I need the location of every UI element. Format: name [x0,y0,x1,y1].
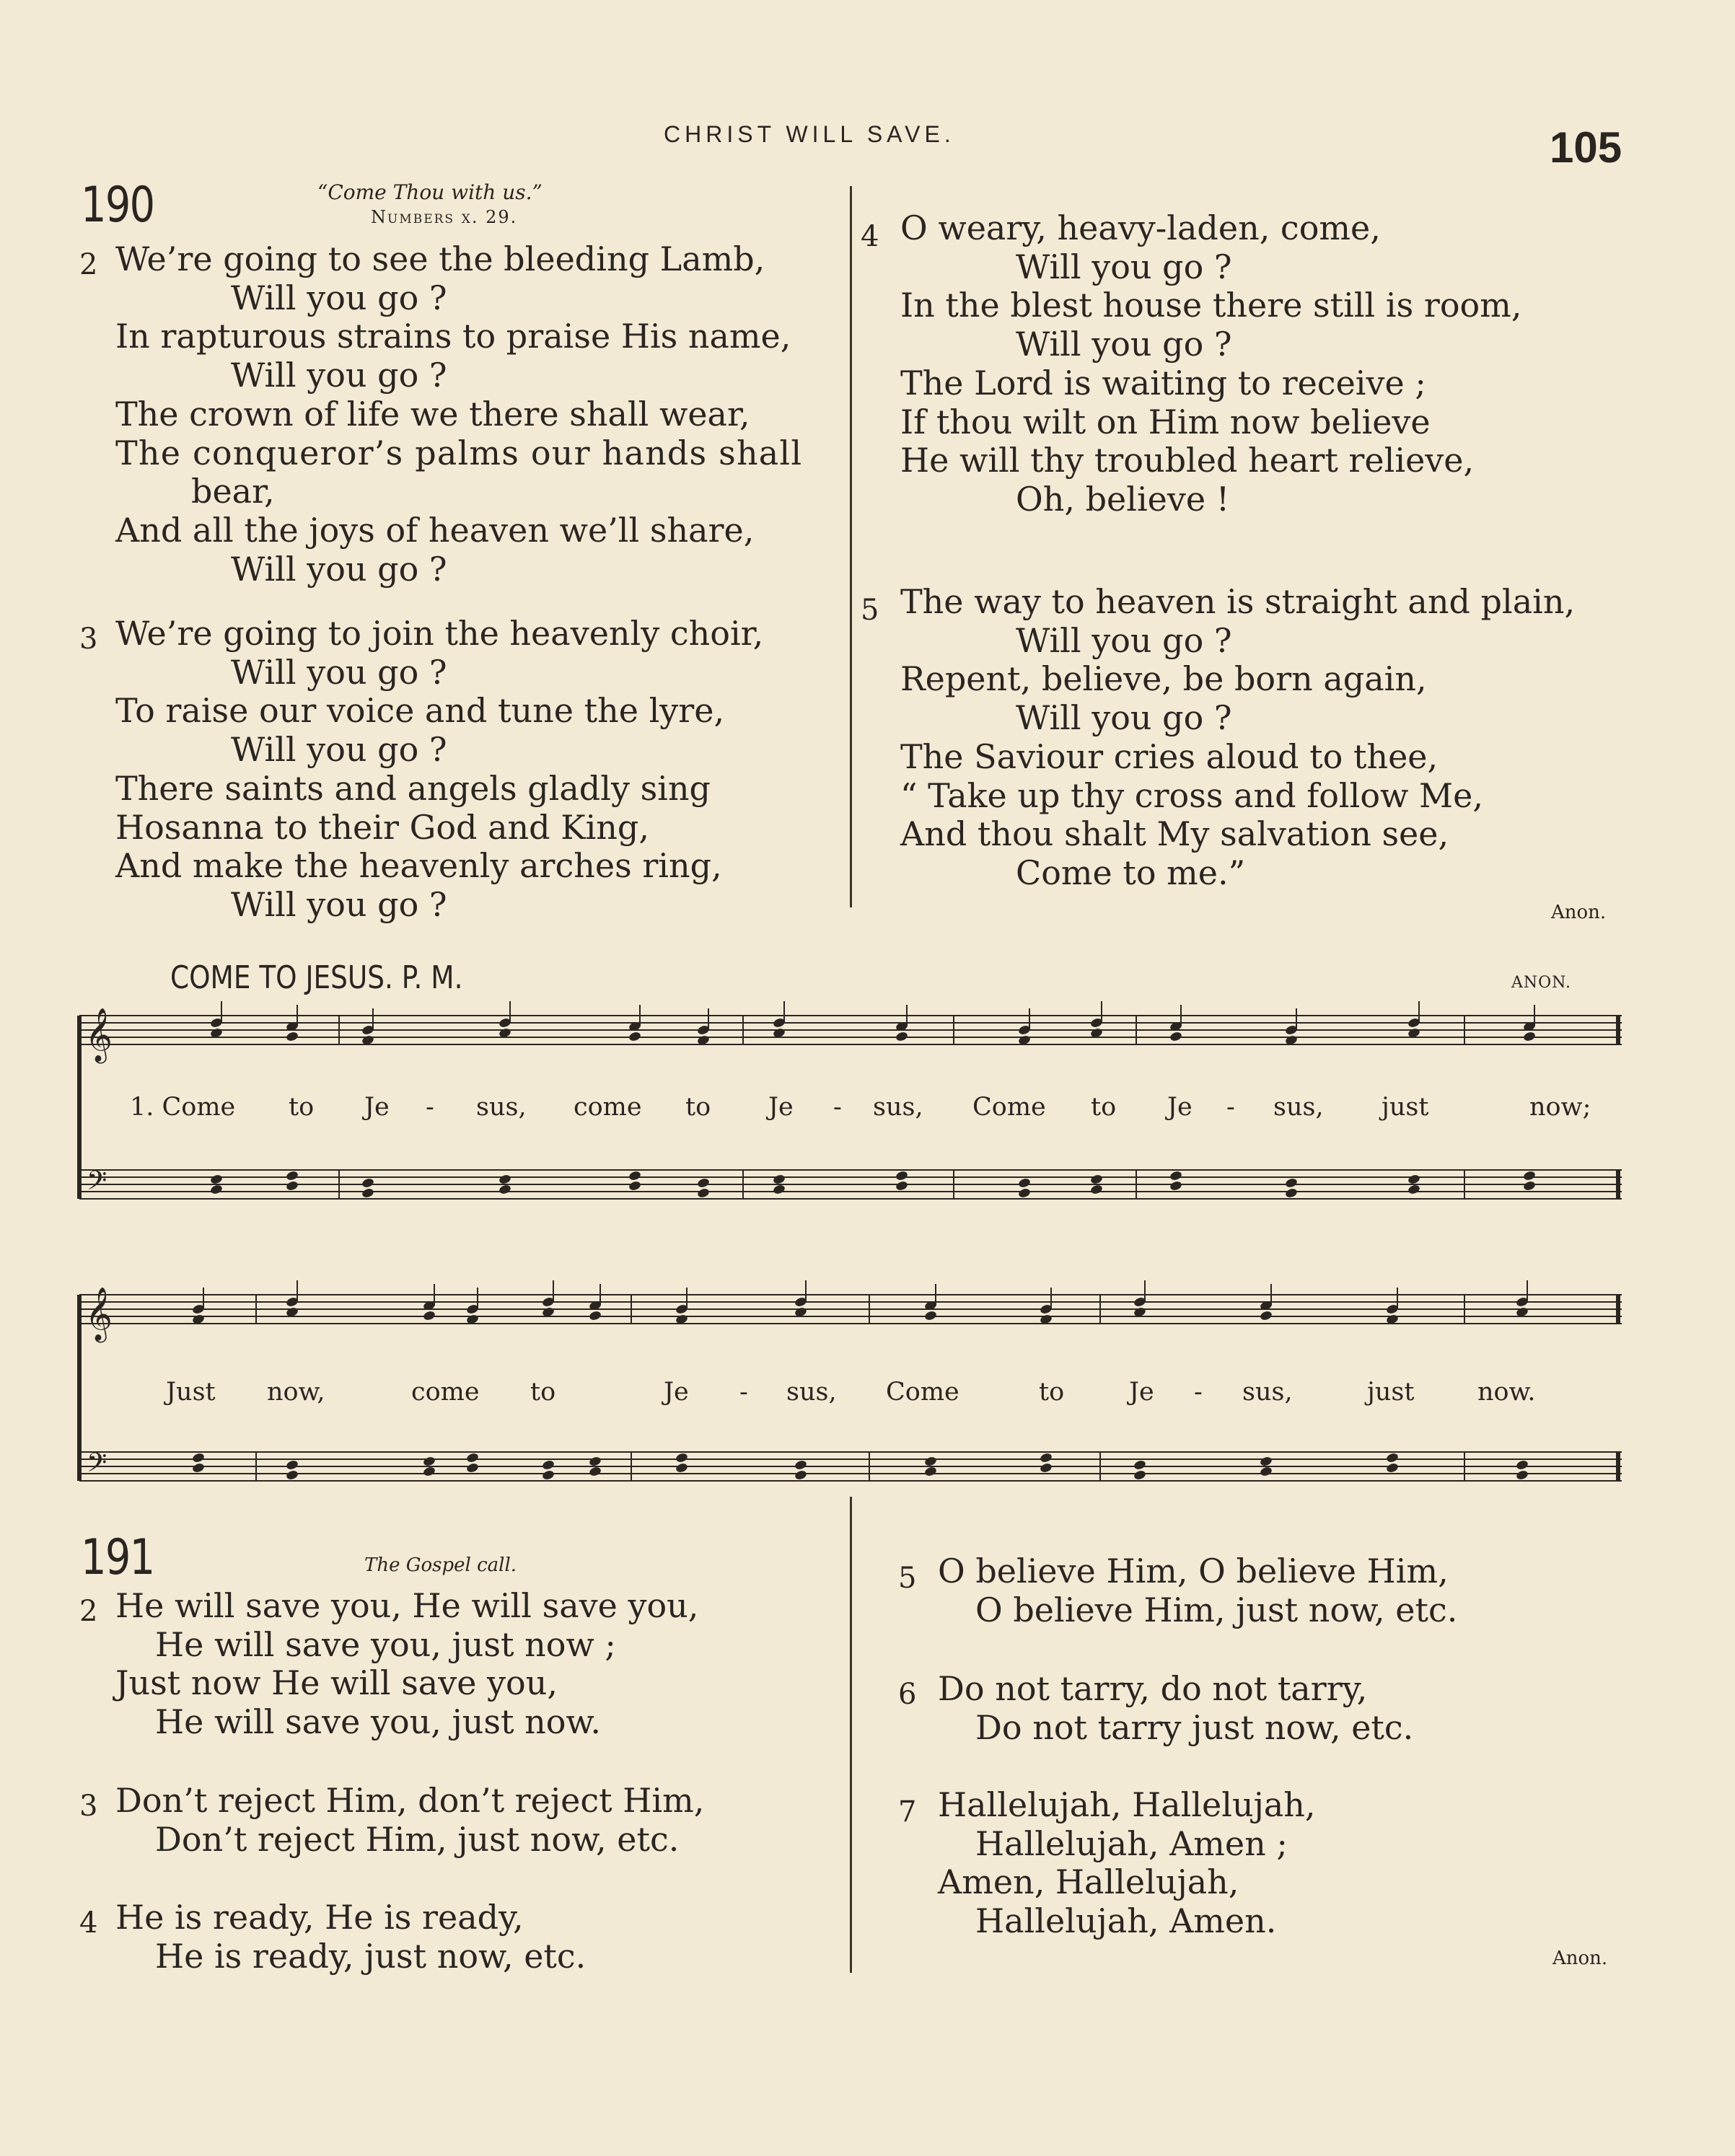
stanza-number: 7 [898,1795,917,1829]
verse-line: Hallelujah, Amen. [975,1901,1277,1941]
verse-line: He will save you, just now ; [155,1624,616,1664]
lyric-syllable: sus, [1273,1093,1324,1122]
system-2-treble-note [1260,1310,1273,1321]
lyric-syllable: now, [267,1378,325,1407]
system-1-bass-note [210,1174,224,1185]
verse-line: The way to heaven is straight and plain, [900,582,1576,621]
stanza-number: 4 [861,220,879,253]
system-2-treble-note [589,1310,602,1321]
lyric-syllable: - [739,1378,748,1407]
system-1-bass-note [1285,1177,1299,1189]
system-1-bass-note [1285,1187,1299,1199]
verse-line: He will thy troubled heart relieve, [900,441,1475,480]
system-2-bass-note [423,1456,436,1467]
verse-line: Oh, believe ! [1016,479,1230,519]
system-1-bass-note [498,1184,512,1195]
system-1-bass-note [773,1184,786,1195]
verse-line: We’re going to join the heavenly choir, [115,614,764,653]
system-2-bass-note [1040,1452,1053,1464]
hymn-190-reference: Numbers x. 29. [371,207,518,227]
verse-line: He will save you, He will save you, [115,1586,699,1625]
system-2-bass-note [286,1469,299,1481]
verse-line: bear, [191,472,275,511]
stanza-number: 4 [79,1906,98,1940]
system-1-treble-note [1169,1031,1183,1042]
verse-line: O believe Him, just now, etc. [975,1590,1458,1629]
system-1-bass-note [628,1180,642,1192]
lyric-syllable: Come [972,1093,1046,1122]
lyric-syllable: Je [664,1378,689,1407]
system-2-bass-note [1260,1456,1273,1467]
lyric-syllable: Je [364,1093,390,1122]
verse-line: Will you go ? [231,356,447,395]
verse-line: He is ready, just now, etc. [155,1936,587,1976]
system-2-bass-note [1516,1469,1529,1481]
system-2-bass-note [1133,1459,1147,1471]
verse-line: “ Take up thy cross and follow Me, [900,775,1483,815]
tune-title: COME TO JESUS. P. M. [170,959,463,996]
hymn-191-stanza-3 [79,1781,705,1859]
system-1-bass-note [895,1170,909,1182]
stanza-number: 5 [898,1562,917,1595]
verse-line: Repent, believe, be born again, [900,659,1427,699]
system-2-treble-clef: 𝄞 [85,1288,113,1341]
system-2-bass-note [1386,1452,1400,1464]
column-divider [850,1497,852,1973]
verse-line: Will you go ? [231,549,447,589]
system-1-bass-clef: 𝄢 [87,1166,107,1202]
system-1-bass-note [895,1180,909,1192]
verse-line: Will you go ? [1016,325,1232,364]
system-2-bass-note [542,1469,555,1481]
system-2-treble-note [924,1310,938,1321]
verse-line: Will you go ? [231,884,447,924]
verse-line: We’re going to see the bleeding Lamb, [115,239,765,278]
verse-line: In the blest house there still is room, [900,286,1522,325]
system-1-treble-note [286,1031,299,1042]
hymn-191-stanza-4 [79,1898,587,1976]
system-1-bass-note [1407,1184,1421,1195]
system-2-bass-note [675,1462,689,1474]
verse-line: The conqueror’s palms our hands shall [115,433,803,472]
verse-line: Do not tarry, do not tarry, [938,1669,1368,1708]
stanza-number: 6 [898,1678,917,1711]
system-2-final-bar [1616,1295,1620,1324]
system-2-bass-note [192,1452,206,1464]
lyric-syllable: sus, [873,1093,923,1122]
system-1-bass-note [697,1177,711,1189]
lyric-syllable: 1. Come [130,1093,236,1122]
system-2-bass-note [466,1462,480,1474]
system-2-bass-note [542,1459,555,1471]
verse-line: The crown of life we there shall wear, [115,394,750,434]
verse-line: Amen, Hallelujah, [938,1862,1239,1902]
verse-line: To raise our voice and tune the lyre, [115,691,725,731]
system-1-bass-note [1169,1180,1183,1192]
lyric-syllable: - [1194,1378,1203,1407]
system-1-bass-note [498,1174,512,1185]
page-number: 105 [1550,123,1622,172]
system-1-treble-note [895,1031,909,1042]
verse-line: In rapturous strains to praise His name, [115,317,791,356]
system-1-bass-note [1523,1170,1537,1182]
verse-line: If thou wilt on Him now believe [900,402,1431,441]
hymn-191-stanza-7 [898,1785,1316,1941]
system-2-bass-note [1133,1469,1147,1481]
stanza-number: 3 [79,1790,98,1823]
verse-line: Don’t reject Him, just now, etc. [155,1819,680,1859]
system-1-bass-note [1523,1180,1537,1192]
stanza-number: 3 [79,622,98,656]
system-2-bass-note [794,1469,808,1481]
lyric-syllable: come [574,1093,642,1122]
verse-line: O believe Him, O believe Him, [938,1552,1449,1590]
verse-line: And all the joys of heaven we’ll share, [115,510,755,550]
lyric-syllable: to [1091,1093,1117,1122]
lyric-syllable: to [289,1093,315,1122]
verse-line: He is ready, He is ready, [115,1898,524,1937]
hymn-191-author: Anon. [1552,1948,1608,1969]
verse-line: Will you go ? [1016,620,1232,660]
lyric-syllable: Je [768,1093,794,1122]
system-2-bass-note [192,1462,206,1474]
hymn-191-number: 191 [81,1529,154,1586]
lyric-syllable: to [1039,1378,1065,1407]
lyric-syllable: just [1382,1093,1429,1122]
lyric-syllable: come [411,1378,480,1407]
system-2-bass-note [589,1456,602,1467]
system-2-bass-note [589,1466,602,1477]
lyric-syllable: sus, [476,1093,527,1122]
system-2-final-bar [1616,1452,1620,1481]
system-2-bass-note [924,1466,938,1477]
verse-line: And make the heavenly arches ring, [115,846,722,886]
system-2-bass-note [1516,1459,1529,1471]
verse-line: Hallelujah, Hallelujah, [938,1785,1316,1824]
lyric-syllable: - [833,1093,842,1122]
hymn-191-motto: The Gospel call. [364,1554,517,1576]
stanza-number: 5 [861,594,879,627]
verse-line: Don’t reject Him, don’t reject Him, [115,1781,705,1820]
system-2-bass-note [286,1459,299,1471]
verse-line: Come to me.” [1016,853,1246,892]
stanza-number: 2 [79,248,98,281]
system-1-bass-note [1169,1170,1183,1182]
verse-line: Will you go ? [231,730,447,770]
system-1-bass-note [1407,1174,1421,1185]
verse-line: O weary, heavy-laden, come, [900,208,1381,247]
system-1-bass-note [1090,1184,1104,1195]
hymn-191-stanza-5 [898,1552,1458,1629]
verse-line: The Saviour cries aloud to thee, [900,736,1438,776]
verse-line: Will you go ? [231,652,447,692]
lyric-syllable: Je [1167,1093,1192,1122]
lyric-syllable: Je [1129,1378,1154,1407]
lyric-syllable: now. [1477,1378,1536,1407]
lyric-syllable: - [426,1093,434,1122]
system-1-final-bar [1616,1170,1620,1199]
lyric-syllable: just [1367,1378,1415,1407]
system-1-bass-note [286,1170,299,1182]
system-1-treble-clef: 𝄞 [85,1008,113,1062]
system-2-treble-note [423,1310,436,1321]
system-1-treble-note [1523,1031,1537,1042]
system-1-bass-note [1018,1187,1032,1199]
lyric-syllable: sus, [786,1378,837,1407]
system-2-bass-note [423,1466,436,1477]
system-1-bass-note [361,1187,375,1199]
verse-line: Just now He will save you, [115,1663,558,1703]
lyric-syllable: to [685,1093,711,1122]
system-2-bass-note [466,1452,480,1464]
system-2-bass-clef: 𝄢 [87,1448,107,1484]
stanza-number: 2 [79,1595,98,1628]
verse-line: Hallelujah, Amen ; [975,1823,1288,1863]
lyric-syllable: Just [166,1378,216,1407]
verse-line: There saints and angels gladly sing [115,768,711,808]
running-header: CHRIST WILL SAVE. [664,121,955,147]
system-2-bass-note [1040,1462,1053,1474]
system-2-bass-note [924,1456,938,1467]
lyric-syllable: sus, [1242,1378,1293,1407]
system-1-bass-note [773,1174,786,1185]
system-1-bass-note [628,1170,642,1182]
hymn-190-motto: “Come Thou with us.” [317,180,543,204]
lyric-syllable: to [530,1378,556,1407]
lyric-syllable: - [1226,1093,1235,1122]
system-1-bass-note [1090,1174,1104,1185]
system-1-bass-note [286,1180,299,1192]
verse-line: Hosanna to their God and King, [115,807,649,847]
hymn-190-number: 190 [81,177,154,234]
system-1-bass-note [210,1184,224,1195]
system-2-bass-note [675,1452,689,1464]
system-2-bass-note [1386,1462,1400,1474]
hymn-190-author: Anon. [1551,902,1607,923]
verse-line: Will you go ? [1016,247,1232,286]
hymn-191-stanza-6 [898,1669,1414,1747]
system-1-bass-note [1018,1177,1032,1189]
lyric-syllable: now; [1529,1093,1591,1122]
verse-line: The Lord is waiting to receive ; [900,363,1426,402]
tune-composer: ANON. [1511,974,1572,992]
verse-line: He will save you, just now. [155,1702,601,1742]
hymn-191-stanza-2 [79,1586,699,1742]
system-1-final-bar [1616,1016,1620,1044]
system-2-bass-note [1260,1466,1273,1477]
verse-line: Will you go ? [231,278,447,317]
system-2-bass-note [794,1459,808,1471]
lyric-syllable: Come [886,1378,959,1407]
system-1-bass-note [361,1177,375,1189]
verse-line: And thou shalt My salvation see, [900,814,1449,854]
system-1-treble-note [628,1031,642,1042]
system-1-bass-note [697,1187,711,1199]
verse-line: Do not tarry just now, etc. [975,1707,1414,1747]
verse-line: Will you go ? [1016,698,1232,738]
